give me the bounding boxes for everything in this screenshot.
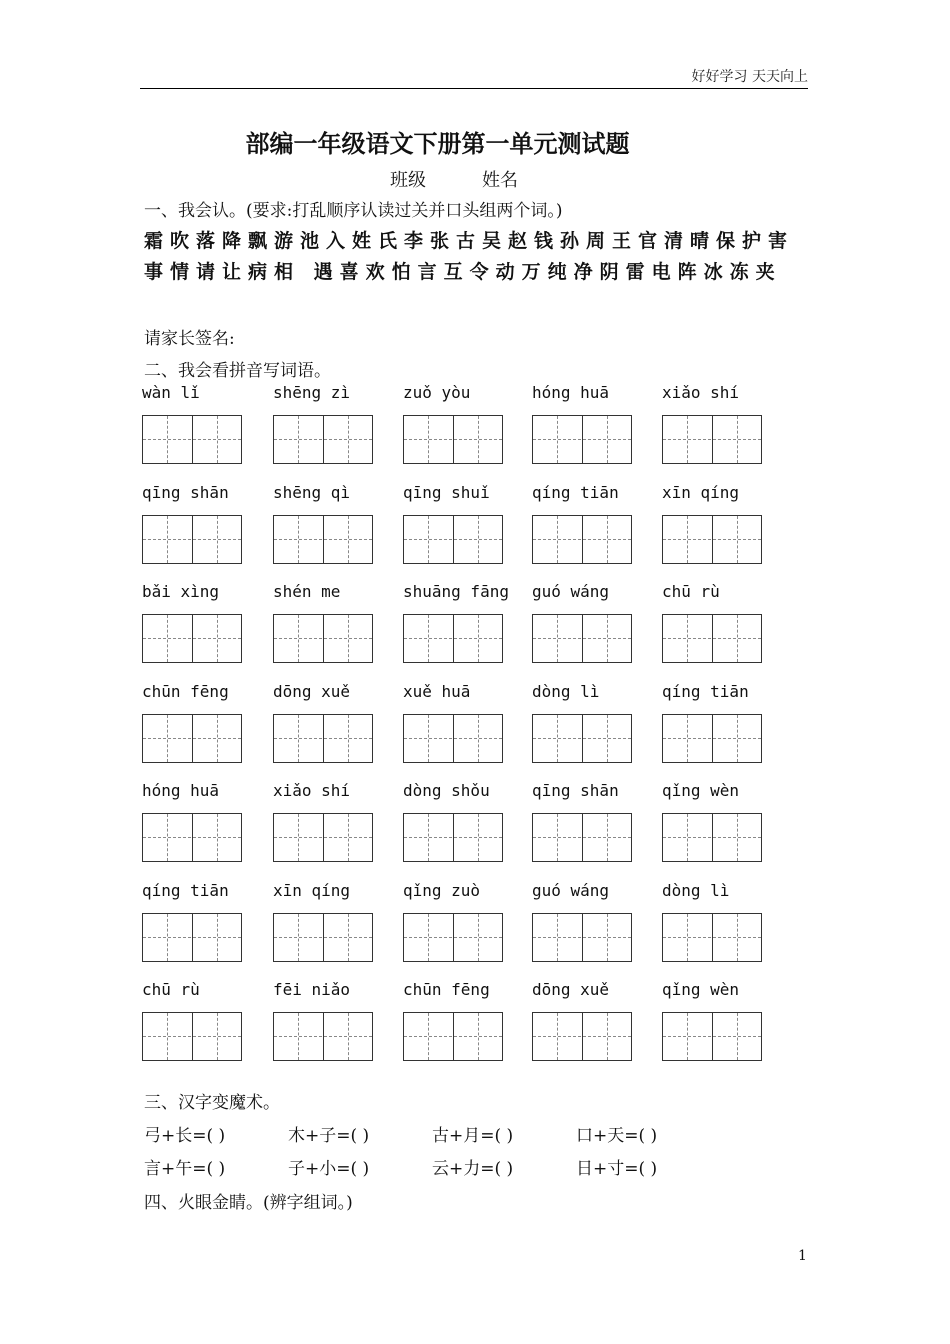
pinyin-label: hóng huā <box>142 781 220 800</box>
pinyin-cell <box>273 880 377 962</box>
box-guide-line <box>687 1013 688 1060</box>
writing-box[interactable] <box>662 813 762 862</box>
box-guide-line <box>687 516 688 563</box>
box-guide-line <box>687 814 688 861</box>
pinyin-cell <box>273 382 377 464</box>
section2-heading: 二、我会看拼音写词语。 <box>144 361 331 381</box>
pinyin-label: qíng tiān <box>142 880 229 900</box>
writing-box[interactable] <box>142 614 242 663</box>
writing-box[interactable] <box>142 913 242 962</box>
box-guide-line <box>404 837 502 838</box>
pinyin-cell <box>403 979 507 1061</box>
pinyin-cell <box>142 382 246 464</box>
writing-box[interactable] <box>662 415 762 464</box>
box-guide-line <box>143 638 241 639</box>
pinyin-label: qīng shuǐ <box>403 482 490 502</box>
page-title: 部编一年级语文下册第一单元测试题 <box>245 130 630 158</box>
box-guide-line <box>557 416 558 463</box>
pinyin-label: xuě huā <box>403 681 471 701</box>
class-label: 班级 <box>390 170 426 191</box>
pinyin-cell <box>273 482 377 564</box>
box-guide-line <box>217 715 218 762</box>
box-guide-line <box>428 1013 429 1060</box>
box-guide-line <box>737 814 738 861</box>
box-guide-line <box>348 715 349 762</box>
box-guide-line <box>607 715 608 762</box>
box-guide-line <box>404 638 502 639</box>
pinyin-label: chūn fēng <box>403 980 490 999</box>
pinyin-cell <box>532 382 636 464</box>
box-guide-line <box>607 814 608 861</box>
name-label: 姓名 <box>482 170 518 191</box>
writing-box[interactable] <box>403 813 503 862</box>
box-guide-line <box>143 937 241 938</box>
writing-box[interactable] <box>532 714 632 763</box>
pinyin-label: chū rù <box>142 980 200 999</box>
box-guide-line <box>143 837 241 838</box>
writing-box[interactable] <box>142 1012 242 1061</box>
box-guide-line <box>687 416 688 463</box>
box-guide-line <box>298 814 299 861</box>
pinyin-writing-grid <box>142 382 802 1079</box>
pinyin-cell <box>532 681 636 763</box>
pinyin-cell <box>142 880 246 962</box>
writing-box[interactable] <box>403 415 503 464</box>
pinyin-label: qǐng wèn <box>662 781 740 800</box>
box-guide-line <box>663 539 761 540</box>
writing-box[interactable] <box>142 714 242 763</box>
box-guide-line <box>274 1036 372 1037</box>
box-guide-line <box>217 516 218 563</box>
section3-heading: 三、汉字变魔术。 <box>144 1093 280 1113</box>
box-guide-line <box>217 416 218 463</box>
magic-item: 古+月=( ) <box>432 1126 514 1146</box>
pinyin-label: dòng lì <box>532 681 600 701</box>
pinyin-label: xīn qíng <box>273 880 351 900</box>
box-guide-line <box>298 615 299 662</box>
pinyin-cell <box>142 581 246 663</box>
box-guide-line <box>687 615 688 662</box>
box-guide-line <box>737 914 738 961</box>
pinyin-label: dòng shǒu <box>403 781 490 800</box>
pinyin-cell <box>532 482 636 564</box>
box-guide-line <box>404 1036 502 1037</box>
box-guide-line <box>348 615 349 662</box>
writing-box[interactable] <box>403 913 503 962</box>
grid-row <box>142 681 802 781</box>
page-number: 1 <box>798 1248 807 1264</box>
parent-signature-label: 请家长签名: <box>144 329 235 349</box>
writing-box[interactable] <box>662 614 762 663</box>
pinyin-cell <box>142 979 246 1061</box>
box-guide-line <box>478 1013 479 1060</box>
writing-box[interactable] <box>273 714 373 763</box>
box-guide-line <box>607 1013 608 1060</box>
box-guide-line <box>533 638 631 639</box>
box-guide-line <box>217 615 218 662</box>
pinyin-cell <box>662 780 766 862</box>
box-guide-line <box>428 715 429 762</box>
box-guide-line <box>687 715 688 762</box>
writing-box[interactable] <box>662 515 762 564</box>
box-guide-line <box>404 539 502 540</box>
writing-box[interactable] <box>142 415 242 464</box>
pinyin-label: guó wáng <box>532 880 610 900</box>
writing-box[interactable] <box>273 1012 373 1061</box>
pinyin-cell <box>532 780 636 862</box>
box-guide-line <box>557 814 558 861</box>
box-guide-line <box>404 738 502 739</box>
section4-heading: 四、火眼金睛。(辨字组词。) <box>144 1193 353 1213</box>
box-guide-line <box>557 715 558 762</box>
magic-item: 口+天=( ) <box>576 1126 658 1146</box>
pinyin-label: shén me <box>273 582 341 601</box>
pinyin-cell <box>403 780 507 862</box>
box-guide-line <box>274 837 372 838</box>
section1-heading: 一、我会认。(要求:打乱顺序认读过关并口头组两个词。) <box>144 201 563 221</box>
box-guide-line <box>533 539 631 540</box>
box-guide-line <box>274 539 372 540</box>
writing-box[interactable] <box>403 1012 503 1061</box>
writing-box[interactable] <box>142 813 242 862</box>
box-guide-line <box>478 914 479 961</box>
writing-box[interactable] <box>403 614 503 663</box>
box-guide-line <box>737 715 738 762</box>
pinyin-label: qīng shān <box>532 781 619 800</box>
box-guide-line <box>478 814 479 861</box>
grid-row <box>142 979 802 1079</box>
box-guide-line <box>217 914 218 961</box>
box-guide-line <box>533 1036 631 1037</box>
box-guide-line <box>687 914 688 961</box>
box-guide-line <box>298 516 299 563</box>
pinyin-cell <box>532 880 636 962</box>
writing-box[interactable] <box>662 714 762 763</box>
box-guide-line <box>143 738 241 739</box>
box-guide-line <box>478 615 479 662</box>
box-guide-line <box>663 837 761 838</box>
pinyin-cell <box>662 681 766 763</box>
pinyin-label: wàn lǐ <box>142 383 200 402</box>
box-guide-line <box>167 416 168 463</box>
pinyin-label: guó wáng <box>532 582 610 601</box>
box-guide-line <box>737 1013 738 1060</box>
header-motto: 好好学习 天天向上 <box>691 69 808 85</box>
box-guide-line <box>607 615 608 662</box>
pinyin-cell <box>142 482 246 564</box>
class-name-line <box>390 166 518 192</box>
pinyin-label: shuāng fāng <box>403 582 509 601</box>
grid-row <box>142 880 802 980</box>
box-guide-line <box>557 615 558 662</box>
box-guide-line <box>274 439 372 440</box>
box-guide-line <box>348 516 349 563</box>
writing-box[interactable] <box>662 913 762 962</box>
box-guide-line <box>428 516 429 563</box>
writing-box[interactable] <box>403 714 503 763</box>
box-guide-line <box>298 914 299 961</box>
pinyin-label: xiǎo shí <box>662 383 740 402</box>
box-guide-line <box>428 416 429 463</box>
box-guide-line <box>663 638 761 639</box>
pinyin-cell <box>403 581 507 663</box>
writing-box[interactable] <box>532 515 632 564</box>
box-guide-line <box>143 439 241 440</box>
writing-box[interactable] <box>273 415 373 464</box>
magic-item: 日+寸=( ) <box>576 1159 658 1179</box>
pinyin-cell <box>273 979 377 1061</box>
pinyin-label: dōng xuě <box>273 681 351 701</box>
pinyin-cell <box>273 681 377 763</box>
magic-row-1 <box>144 1121 720 1146</box>
box-guide-line <box>404 937 502 938</box>
pinyin-cell <box>532 979 636 1061</box>
writing-box[interactable] <box>273 813 373 862</box>
pinyin-label: bǎi xìng <box>142 582 220 601</box>
pinyin-label: qǐng zuò <box>403 880 481 900</box>
box-guide-line <box>737 416 738 463</box>
pinyin-label: shēng qì <box>273 482 351 502</box>
writing-box[interactable] <box>532 1012 632 1061</box>
box-guide-line <box>607 914 608 961</box>
box-guide-line <box>663 439 761 440</box>
box-guide-line <box>404 439 502 440</box>
grid-row <box>142 482 802 582</box>
box-guide-line <box>663 738 761 739</box>
box-guide-line <box>428 814 429 861</box>
box-guide-line <box>167 516 168 563</box>
box-guide-line <box>274 937 372 938</box>
box-guide-line <box>274 638 372 639</box>
pinyin-label: qíng tiān <box>532 482 619 502</box>
box-guide-line <box>478 715 479 762</box>
pinyin-cell <box>532 581 636 663</box>
magic-item: 言+午=( ) <box>144 1159 226 1179</box>
pinyin-label: qǐng wèn <box>662 980 740 999</box>
writing-box[interactable] <box>273 515 373 564</box>
box-guide-line <box>167 715 168 762</box>
box-guide-line <box>557 516 558 563</box>
pinyin-cell <box>403 681 507 763</box>
pinyin-cell <box>662 382 766 464</box>
pinyin-cell <box>142 681 246 763</box>
box-guide-line <box>607 516 608 563</box>
box-guide-line <box>217 814 218 861</box>
box-guide-line <box>663 937 761 938</box>
pinyin-label: qīng shān <box>142 482 229 502</box>
box-guide-line <box>533 439 631 440</box>
header-divider <box>140 88 808 89</box>
grid-row <box>142 581 802 681</box>
box-guide-line <box>217 1013 218 1060</box>
pinyin-label: dòng lì <box>662 880 730 900</box>
pinyin-cell <box>662 880 766 962</box>
box-guide-line <box>143 1036 241 1037</box>
grid-row <box>142 780 802 880</box>
writing-box[interactable] <box>403 515 503 564</box>
box-guide-line <box>428 615 429 662</box>
pinyin-cell <box>403 482 507 564</box>
grid-row <box>142 382 802 482</box>
pinyin-label: chūn fēng <box>142 681 229 701</box>
box-guide-line <box>167 814 168 861</box>
box-guide-line <box>143 539 241 540</box>
box-guide-line <box>428 914 429 961</box>
box-guide-line <box>533 837 631 838</box>
magic-row-2 <box>144 1154 720 1179</box>
magic-item: 弓+长=( ) <box>144 1126 226 1146</box>
writing-box[interactable] <box>532 614 632 663</box>
box-guide-line <box>348 914 349 961</box>
writing-box[interactable] <box>532 813 632 862</box>
box-guide-line <box>274 738 372 739</box>
writing-box[interactable] <box>532 415 632 464</box>
pinyin-label: hóng huā <box>532 383 610 402</box>
pinyin-label: chū rù <box>662 582 720 601</box>
writing-box[interactable] <box>142 515 242 564</box>
box-guide-line <box>663 1036 761 1037</box>
pinyin-cell <box>403 382 507 464</box>
box-guide-line <box>607 416 608 463</box>
pinyin-label: fēi niǎo <box>273 980 351 999</box>
pinyin-label: dōng xuě <box>532 980 610 999</box>
recognition-characters: 霜吹落降飘游池入姓氏李张古吴赵钱孙周王官清晴保护害事情请让病相 遇喜欢怕言互令动万纯净阴雷电阵冰冻夹 <box>144 230 795 283</box>
box-guide-line <box>478 416 479 463</box>
pinyin-label: xīn qíng <box>662 482 740 502</box>
pinyin-label: shēng zì <box>273 383 351 402</box>
pinyin-cell <box>662 581 766 663</box>
box-guide-line <box>348 1013 349 1060</box>
box-guide-line <box>298 715 299 762</box>
box-guide-line <box>737 615 738 662</box>
magic-item: 云+力=( ) <box>432 1159 514 1179</box>
writing-box[interactable] <box>662 1012 762 1061</box>
box-guide-line <box>348 416 349 463</box>
box-guide-line <box>298 416 299 463</box>
pinyin-cell <box>662 979 766 1061</box>
box-guide-line <box>298 1013 299 1060</box>
box-guide-line <box>557 914 558 961</box>
writing-box[interactable] <box>532 913 632 962</box>
box-guide-line <box>737 516 738 563</box>
magic-item: 子+小=( ) <box>288 1159 370 1179</box>
box-guide-line <box>478 516 479 563</box>
pinyin-label: qíng tiān <box>662 681 749 701</box>
box-guide-line <box>348 814 349 861</box>
pinyin-cell <box>273 780 377 862</box>
pinyin-label: zuǒ yòu <box>403 383 471 402</box>
pinyin-cell <box>662 482 766 564</box>
magic-item: 木+子=( ) <box>288 1126 370 1146</box>
box-guide-line <box>533 937 631 938</box>
box-guide-line <box>167 1013 168 1060</box>
box-guide-line <box>167 615 168 662</box>
pinyin-cell <box>403 880 507 962</box>
pinyin-cell <box>142 780 246 862</box>
box-guide-line <box>533 738 631 739</box>
pinyin-cell <box>273 581 377 663</box>
box-guide-line <box>557 1013 558 1060</box>
box-guide-line <box>167 914 168 961</box>
writing-box[interactable] <box>273 913 373 962</box>
writing-box[interactable] <box>273 614 373 663</box>
pinyin-label: xiǎo shí <box>273 781 351 800</box>
